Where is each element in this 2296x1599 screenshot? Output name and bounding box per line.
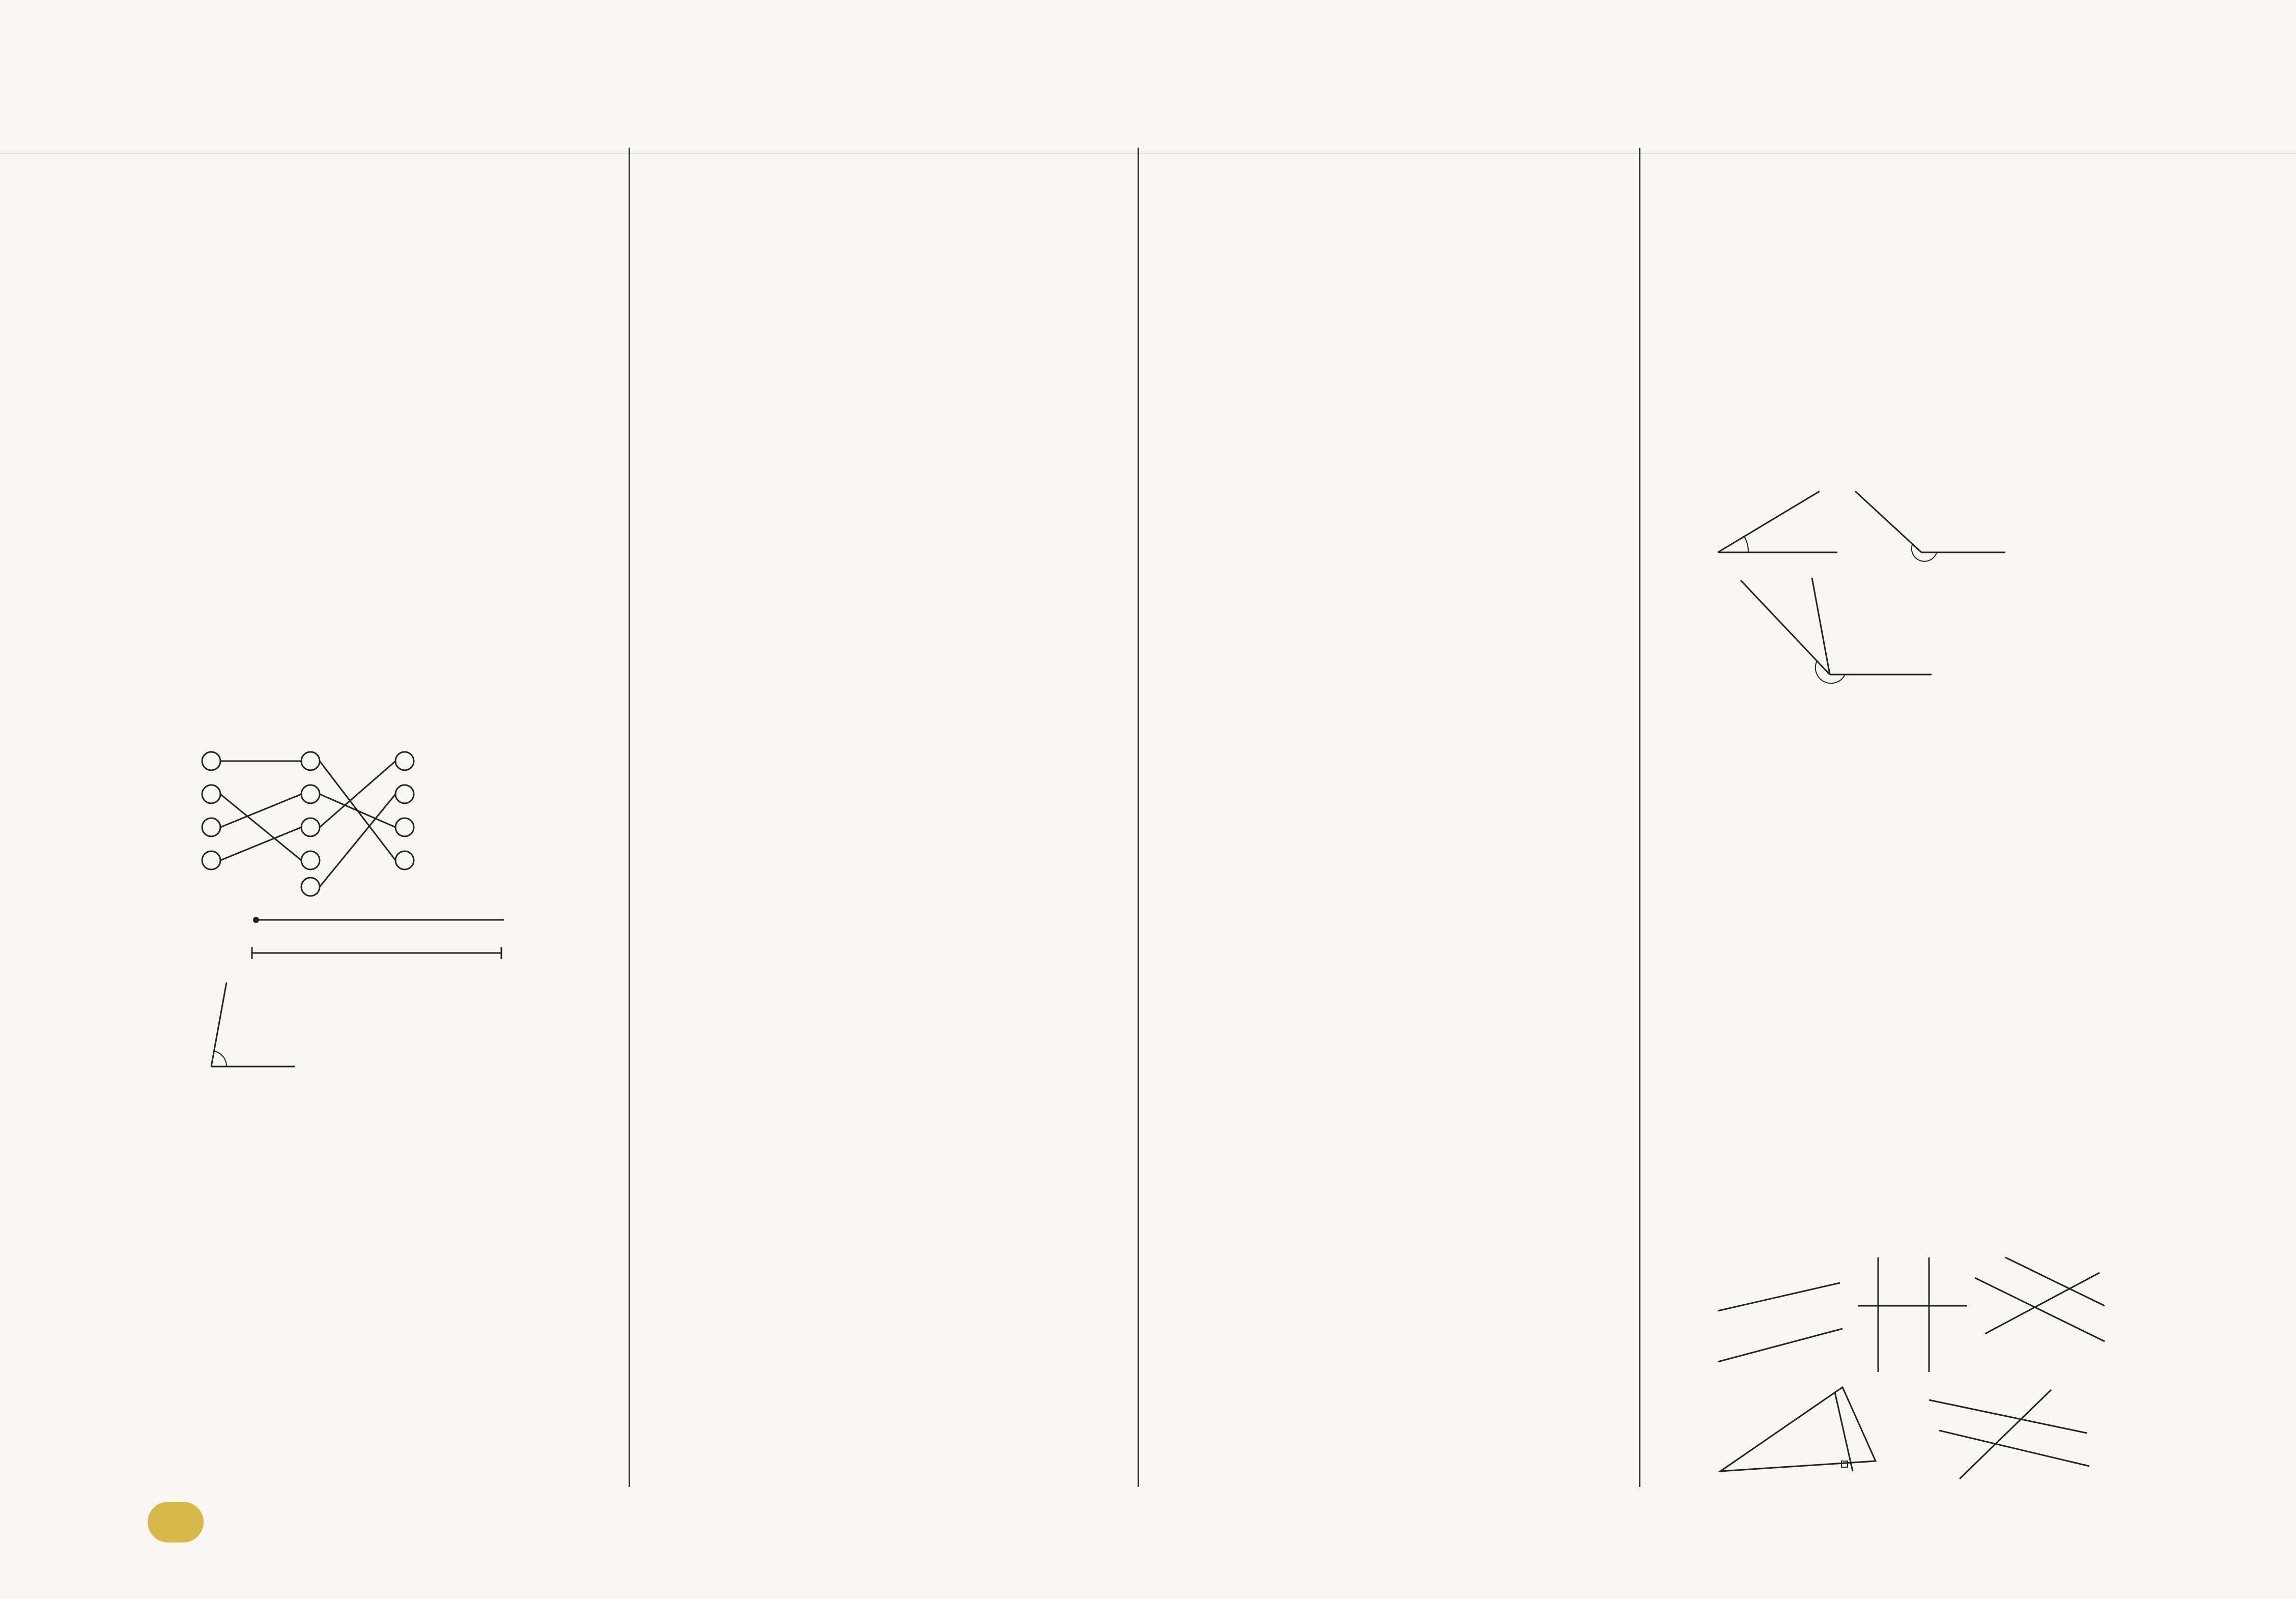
column-divider-1 [629, 148, 630, 1487]
match-mid-dot-1 [301, 752, 320, 770]
match-mid-dot-3 [301, 818, 320, 836]
parallel-lines-figure-4 [1929, 1390, 2092, 1481]
top-edge-line [0, 153, 2296, 154]
page-number-badge [148, 1502, 204, 1542]
match-mid-dot-4 [301, 851, 320, 869]
match-left-dot-1 [202, 752, 220, 770]
parallel-lines-figure-2 [1858, 1257, 1970, 1374]
parallel-lines-figure-3 [1975, 1257, 2107, 1344]
parallel-lines-figure-1 [1718, 1273, 1845, 1364]
angle-140-figure [1855, 489, 2008, 560]
match-right-dot-3 [395, 818, 414, 836]
matching-diagram [196, 748, 430, 901]
match-right-dot-4 [395, 851, 414, 869]
line-segment-5cm [252, 911, 506, 977]
match-right-dot-1 [395, 752, 414, 770]
angle-75-figure [206, 983, 298, 1069]
match-left-dot-4 [202, 851, 220, 869]
match-right-dot-2 [395, 785, 414, 803]
match-left-dot-2 [202, 785, 220, 803]
column-divider-2 [1138, 148, 1139, 1487]
triangle-perpendicular-figure [1720, 1385, 1883, 1476]
angle-135-figure [1741, 578, 1934, 680]
match-mid-dot-2 [301, 785, 320, 803]
column-divider-3 [1639, 148, 1640, 1487]
angle-40-figure [1718, 489, 1840, 560]
match-mid-dot-5 [301, 878, 320, 896]
match-left-dot-3 [202, 818, 220, 836]
